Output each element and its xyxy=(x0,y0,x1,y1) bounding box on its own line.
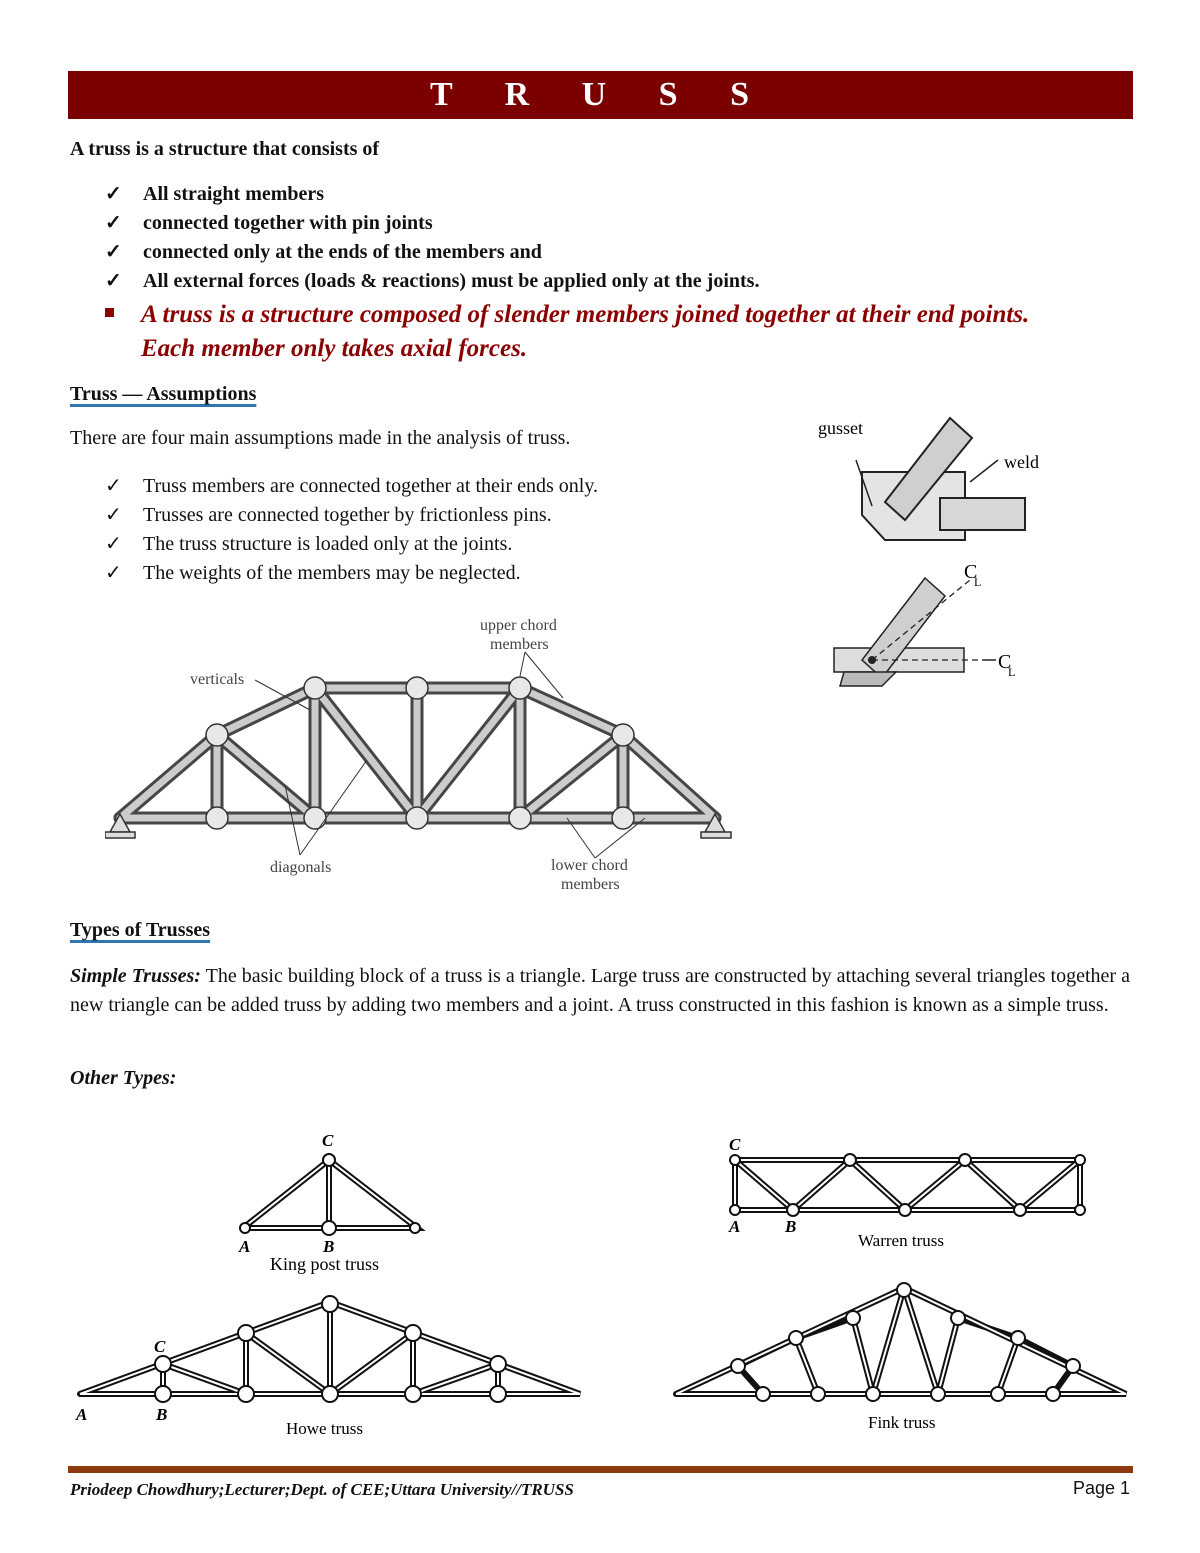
king-b-label: B xyxy=(323,1237,335,1256)
verticals-label: verticals xyxy=(190,671,245,688)
howe-truss-figure xyxy=(68,1292,600,1442)
page-number: Page 1 xyxy=(1072,1478,1130,1498)
check-icon: ✓ xyxy=(105,270,122,292)
centerline-sub-2: L xyxy=(1008,665,1016,679)
highlight-line-1: A truss is a structure composed of slender members joined together at their end points. xyxy=(141,301,1030,328)
check-icon: ✓ xyxy=(105,533,122,555)
simple-trusses-paragraph xyxy=(70,962,1130,1020)
simple-trusses-label: Simple Trusses: xyxy=(70,965,201,987)
lower-chord-label-2: members xyxy=(561,876,620,893)
definition-list xyxy=(105,180,759,296)
warren-c-label: C xyxy=(729,1135,741,1154)
check-icon: ✓ xyxy=(105,212,122,234)
list-item: ✓ All external forces (loads & reactions) must be applied only at the joints. xyxy=(105,267,759,296)
check-icon: ✓ xyxy=(105,504,122,526)
types-heading: Types of Trusses xyxy=(70,919,211,941)
simple-trusses-text: The basic building block of a truss is a triangle. Large truss are constructed by attaching several triangles together a new triangle can be added truss by adding two members and a joint. A truss constructed in this fashion is known as a simple truss. xyxy=(70,965,1130,1016)
gusset-plate-figure xyxy=(800,410,1070,700)
diagonals-label: diagonals xyxy=(270,859,332,876)
king-post-truss-label: King post truss xyxy=(270,1254,380,1274)
assumptions-list xyxy=(105,472,598,588)
king-a-label: A xyxy=(239,1237,251,1256)
upper-chord-label-2: members xyxy=(490,636,549,653)
warren-truss-figure xyxy=(725,1130,1095,1255)
weld-label: weld xyxy=(1004,452,1039,472)
gusset-label: gusset xyxy=(818,418,863,438)
warren-truss-label: Warren truss xyxy=(858,1231,944,1250)
pin-icon xyxy=(868,656,876,664)
assumptions-heading: Truss — Assumptions xyxy=(70,383,257,405)
fink-truss-label: Fink truss xyxy=(868,1413,936,1432)
warren-b-label: B xyxy=(785,1217,797,1236)
check-icon: ✓ xyxy=(105,475,122,497)
square-bullet-icon xyxy=(105,308,114,317)
king-post-truss-figure xyxy=(225,1128,455,1278)
centerline-label-1: C xyxy=(964,561,978,583)
warren-a-label: A xyxy=(729,1217,741,1236)
howe-c-label: C xyxy=(154,1337,166,1356)
highlight-note xyxy=(105,298,1145,366)
check-icon: ✓ xyxy=(105,241,122,263)
bridge-truss-figure xyxy=(105,610,745,900)
list-item: ✓ Truss members are connected together at their ends only. xyxy=(105,472,598,501)
list-item: ✓ The weights of the members may be neglected. xyxy=(105,559,598,588)
intro-text: A truss is a structure that consists of xyxy=(70,138,380,160)
king-c-label: C xyxy=(322,1131,334,1150)
list-item: ✓ Trusses are connected together by frictionless pins. xyxy=(105,501,598,530)
upper-chord-label-1: upper chord xyxy=(480,617,557,634)
check-icon: ✓ xyxy=(105,562,122,584)
page-title: T R U S S xyxy=(68,71,1133,119)
other-types-label: Other Types: xyxy=(70,1067,177,1089)
footer-author: Priodeep Chowdhury;Lecturer;Dept. of CEE;Uttara University//TRUSS xyxy=(70,1480,574,1499)
highlight-line-2: Each member only takes axial forces. xyxy=(141,335,528,362)
howe-truss-label: Howe truss xyxy=(286,1419,363,1438)
footer-rule xyxy=(68,1466,1133,1473)
list-item: ✓ The truss structure is loaded only at the joints. xyxy=(105,530,598,559)
centerline-sub-1: L xyxy=(974,575,982,589)
howe-a-label: A xyxy=(76,1405,88,1424)
centerline-label-2: C xyxy=(998,651,1012,673)
fink-truss-figure xyxy=(668,1278,1133,1438)
list-item: ✓ connected together with pin joints xyxy=(105,209,759,238)
list-item: ✓ connected only at the ends of the members and xyxy=(105,238,759,267)
check-icon: ✓ xyxy=(105,183,122,205)
lower-chord-label-1: lower chord xyxy=(551,857,628,874)
assumptions-intro: There are four main assumptions made in the analysis of truss. xyxy=(70,427,571,449)
list-item: ✓ All straight members xyxy=(105,180,759,209)
howe-b-label: B xyxy=(156,1405,168,1424)
